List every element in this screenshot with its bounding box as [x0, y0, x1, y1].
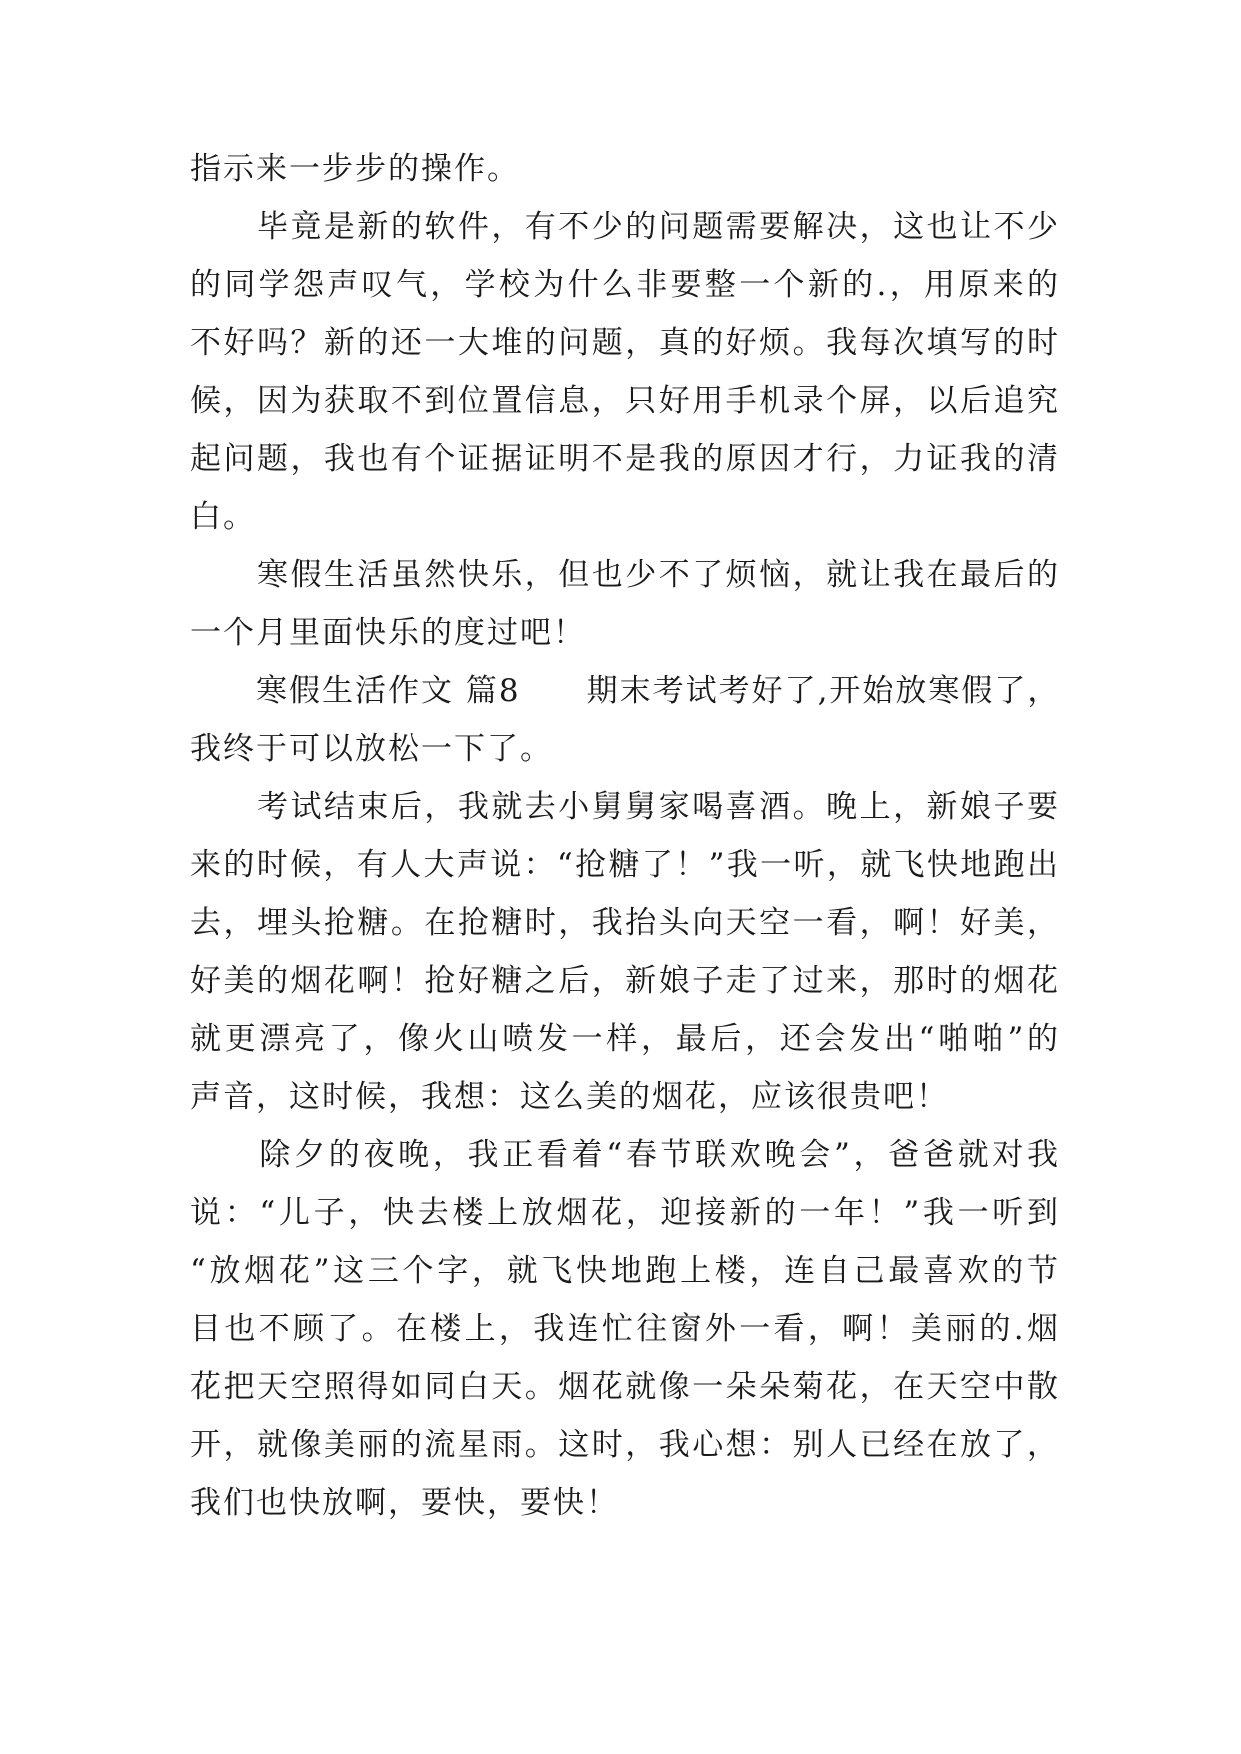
text-line: 好美的烟花啊！抢好糖之后，新娘子走了过来，那时的烟花 [190, 963, 1060, 999]
text-line: 开，就像美丽的流星雨。这时，我心想：别人已经在放了， [190, 1427, 1060, 1463]
text-line: “放烟花”这三个字，就飞快地跑上楼，连自己最喜欢的节 [190, 1253, 1060, 1289]
text-line: 寒假生活作文 篇8 期末考试考好了,开始放寒假了， [190, 673, 1061, 709]
text-line: 指示来一步步的操作。 [190, 151, 520, 187]
text-line: 不好吗？新的还一大堆的问题，真的好烦。我每次填写的时 [190, 325, 1060, 361]
text-line: 起问题，我也有个证据证明不是我的原因才行，力证我的清 [190, 441, 1060, 477]
text-line: 我终于可以放松一下了。 [190, 731, 553, 767]
text-line: 花把天空照得如同白天。烟花就像一朵朵菊花，在天空中散 [190, 1369, 1060, 1405]
text-line: 一个月里面快乐的度过吧！ [190, 615, 586, 651]
text-line: 白。 [190, 499, 256, 535]
text-line: 毕竟是新的软件，有不少的问题需要解决，这也让不少 [190, 209, 1060, 245]
text-line: 去，埋头抢糖。在抢糖时，我抬头向天空一看，啊！好美， [190, 905, 1060, 941]
text-line: 来的时候，有人大声说：“抢糖了！”我一听，就飞快地跑出 [190, 847, 1060, 883]
text-line: 就更漂亮了，像火山喷发一样，最后，还会发出“啪啪”的 [190, 1021, 1060, 1057]
text-line: 除夕的夜晚，我正看着“春节联欢晚会”，爸爸就对我 [190, 1137, 1060, 1173]
text-line: 说：“儿子，快去楼上放烟花，迎接新的一年！”我一听到 [190, 1195, 1060, 1231]
text-line: 考试结束后，我就去小舅舅家喝喜酒。晚上，新娘子要 [190, 789, 1060, 825]
text-line: 候，因为获取不到位置信息，只好用手机录个屏，以后追究 [190, 383, 1060, 419]
text-line: 声音，这时候，我想：这么美的烟花，应该很贵吧！ [190, 1079, 949, 1115]
text-line: 我们也快放啊，要快，要快！ [190, 1485, 619, 1521]
text-line: 目也不顾了。在楼上，我连忙往窗外一看，啊！美丽的.烟 [190, 1311, 1060, 1347]
text-line: 寒假生活虽然快乐，但也少不了烦恼，就让我在最后的 [190, 557, 1060, 593]
text-line: 的同学怨声叹气，学校为什么非要整一个新的.，用原来的 [190, 267, 1060, 303]
